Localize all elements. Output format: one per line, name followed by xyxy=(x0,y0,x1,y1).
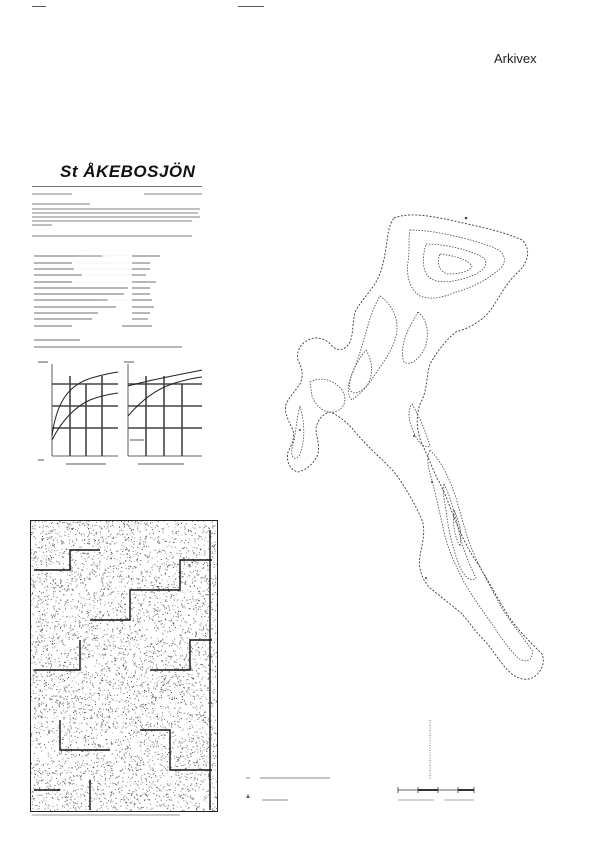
location-inset-map xyxy=(30,520,218,812)
area-depth-graph xyxy=(36,356,120,468)
scale-bar xyxy=(394,782,484,806)
header-rule xyxy=(32,186,202,187)
inset-caption xyxy=(32,812,182,818)
bathymetric-lake-map xyxy=(270,200,550,790)
crop-mark-left xyxy=(32,6,46,7)
map-legend xyxy=(242,772,362,806)
lake-title: St ÅKEBOSJÖN xyxy=(60,162,196,181)
lake-statistics-table xyxy=(32,252,202,334)
volume-depth-graph xyxy=(122,356,206,468)
archive-label: Arkivex xyxy=(494,51,537,66)
crop-mark-right xyxy=(238,6,264,7)
description-text-block xyxy=(32,192,202,248)
graphs-caption xyxy=(32,336,202,354)
